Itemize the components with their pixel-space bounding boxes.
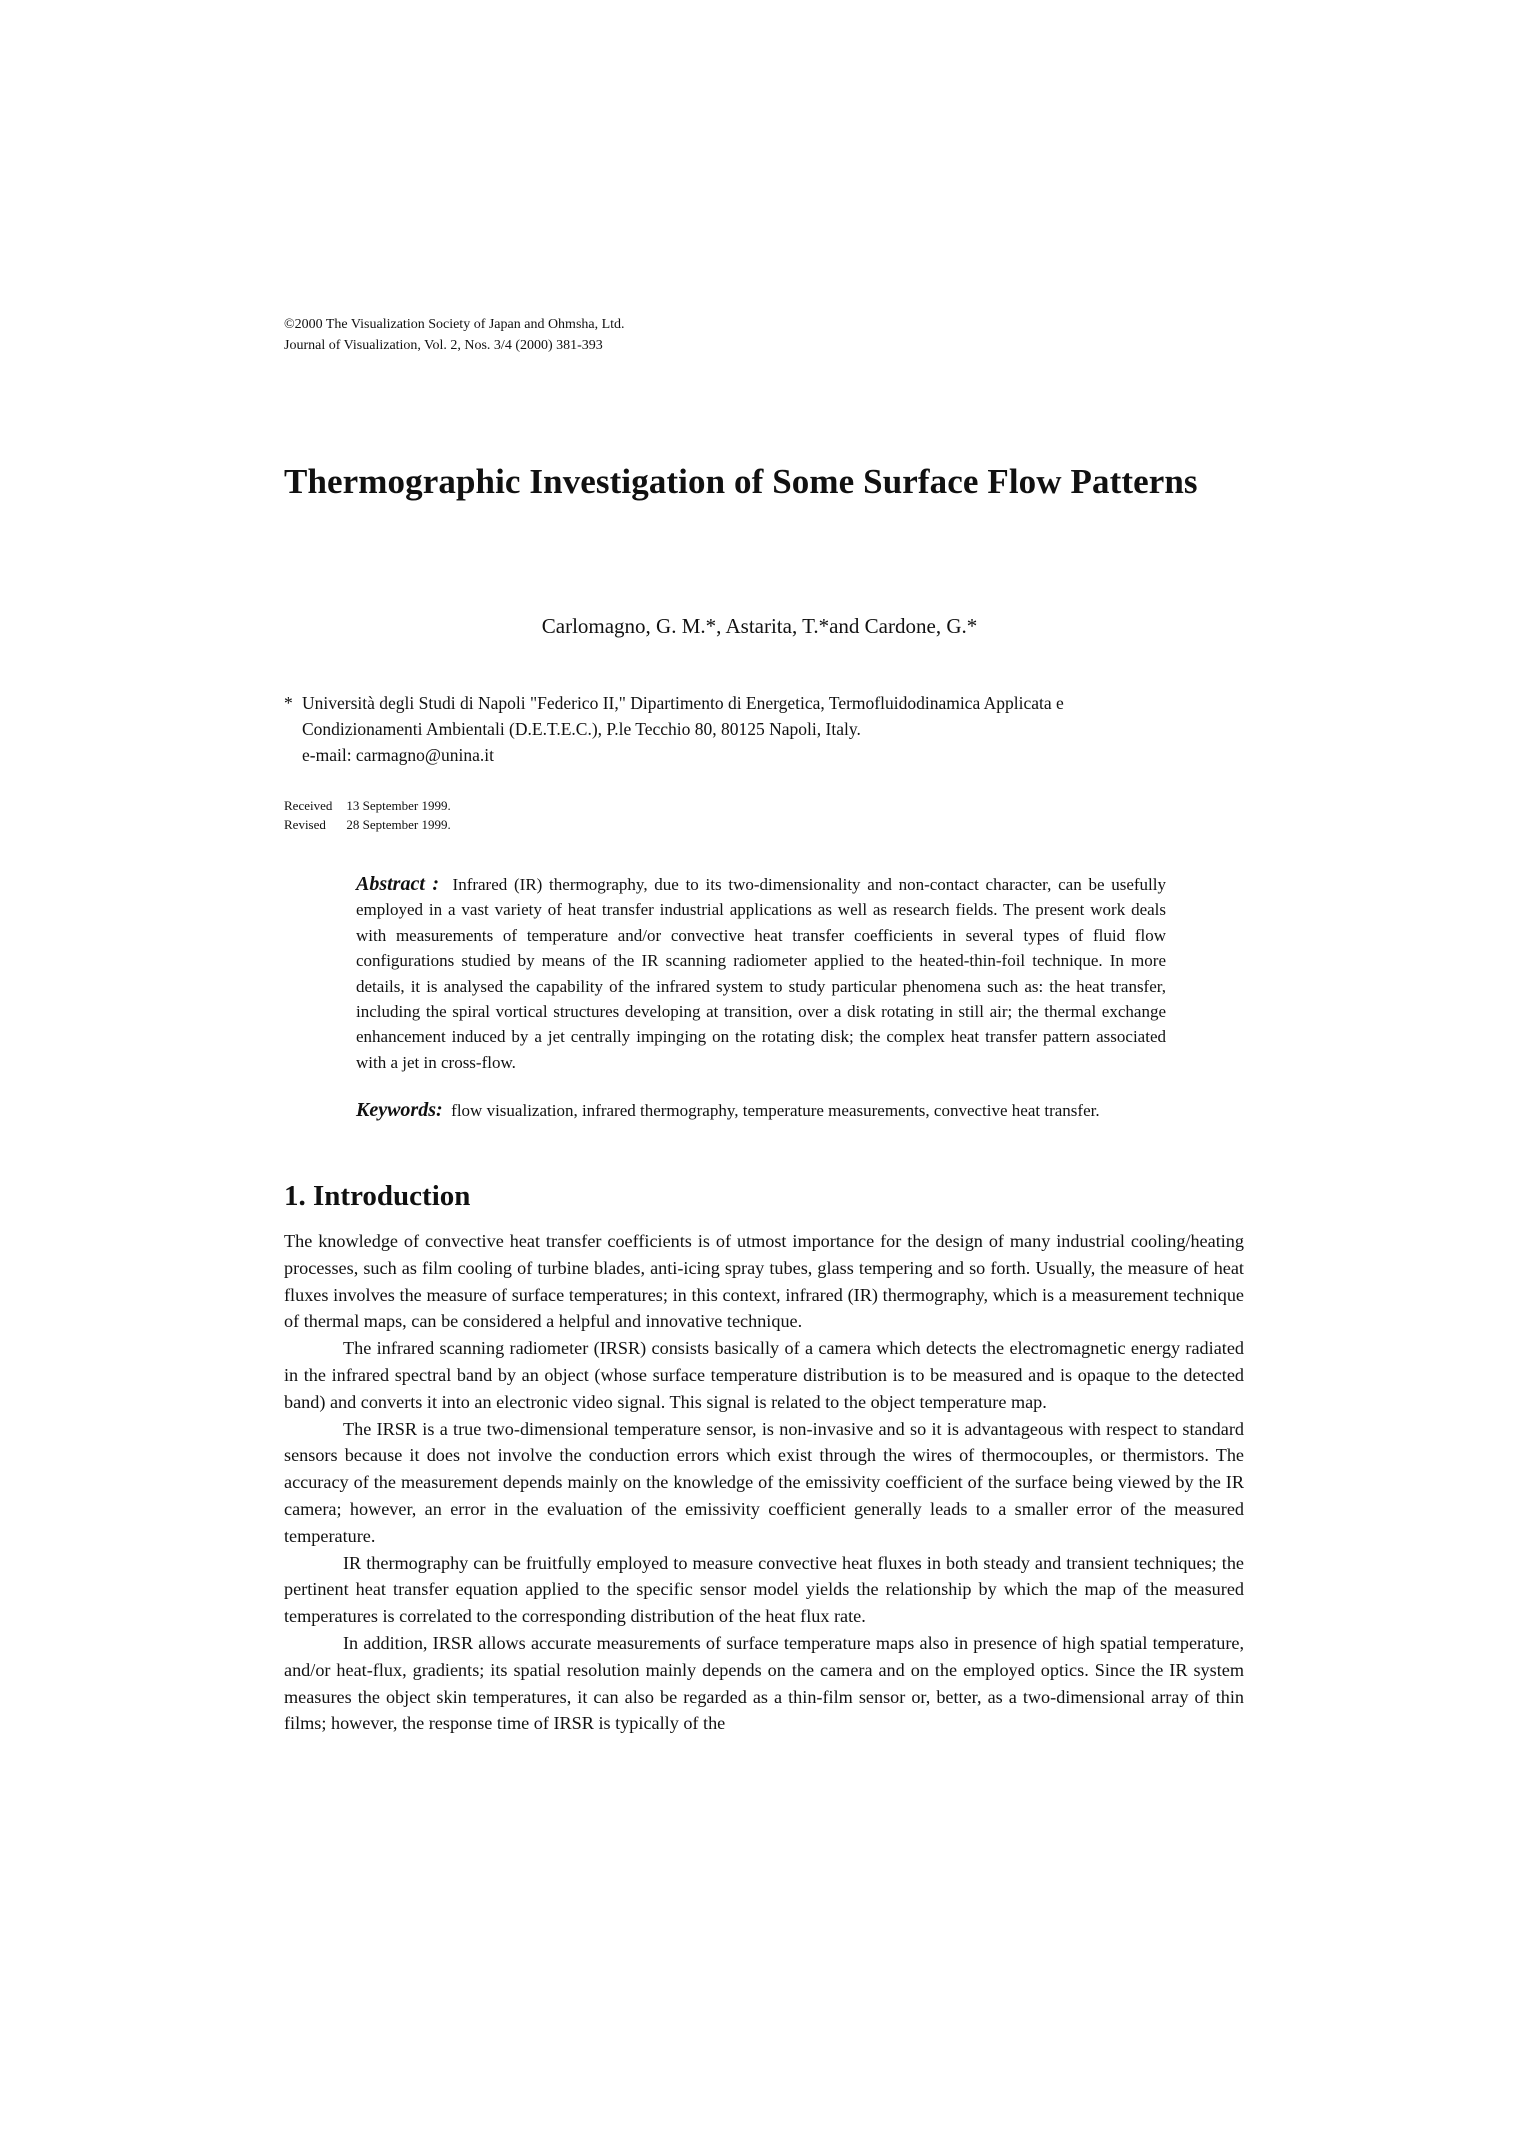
abstract — [356, 872, 1166, 1075]
keywords-heading: Keywords: — [356, 1099, 443, 1121]
authors-line: Carlomagno, G. M.*, Astarita, T.*and Cardone, G.* — [541, 614, 978, 638]
affiliation-email: e-mail: carmagno@unina.it — [302, 745, 495, 765]
section-heading-introduction: 1. Introduction — [284, 1180, 471, 1212]
body-paragraph: The knowledge of convective heat transfer coefficients is of utmost importance for the design of many industrial cooling/heating processes, such as film cooling of turbine blades, anti-icing spray tubes, glass tempering and so forth. Usually, the measure of heat fluxes involves the measure of surface temperatures; in this context, infrared (IR) thermography, which is a measurement technique of thermal maps, can be considered a helpful and innovative technique. — [284, 1231, 1244, 1332]
affiliation-line-1: Università degli Studi di Napoli "Federico II," Dipartimento di Energetica, Termofluidodinamica Applicata e — [302, 693, 1064, 713]
abstract-heading: Abstract : — [356, 873, 440, 895]
revised-label: Revised — [284, 817, 326, 832]
body-paragraph: The IRSR is a true two-dimensional temperature sensor, is non-invasive and so it is advantageous with respect to standard sensors because it does not involve the conduction errors which exist through the wires of thermocouples, or thermistors. The accuracy of the measurement depends mainly on the knowledge of the emissivity coefficient of the surface being viewed by the IR camera; however, an error in the evaluation of the emissivity coefficient generally leads to a smaller error of the measured temperature. — [284, 1418, 1244, 1546]
submission-dates — [284, 796, 465, 834]
affiliation — [284, 690, 1244, 768]
body-paragraph: In addition, IRSR allows accurate measurements of surface temperature maps also in presence of high spatial temperature, and/or heat-flux, gradients; its spatial resolution mainly depends on the camera and on the employed optics. Since the IR system measures the object skin temperatures, it can also be regarded as a thin-film sensor or, better, as a two-dimensional array of thin films; however, the response time of IRSR is typically of the — [284, 1632, 1244, 1734]
revised-date: 28 September 1999. — [346, 817, 451, 832]
keywords-text: flow visualization, infrared thermography, temperature measurements, convective heat transfer. — [451, 1101, 1100, 1120]
body-paragraph: IR thermography can be fruitfully employed to measure convective heat fluxes in both steady and transient techniques; the pertinent heat transfer equation applied to the specific sensor model yields the relationship by which the map of the measured temperatures is correlated to the corresponding distribution of the heat flux rate. — [284, 1552, 1244, 1627]
journal-citation: Journal of Visualization, Vol. 2, Nos. 3/4 (2000) 381-393 — [284, 338, 603, 353]
keywords — [356, 1098, 1166, 1123]
affiliation-line-2: Condizionamenti Ambientali (D.E.T.E.C.), P.le Tecchio 80, 80125 Napoli, Italy. — [302, 719, 861, 739]
journal-header — [284, 314, 625, 356]
affiliation-mark: * — [284, 693, 293, 713]
abstract-text: Infrared (IR) thermography, due to its two-dimensionality and non-contact character, can be usefully employed in a vast variety of heat transfer industrial applications as well as research fields. The present work deals with measurements of temperature and/or convective heat transfer coefficients in several types of fluid flow configurations studied by means of the IR scanning radiometer applied to the heated-thin-foil technique. In more details, it is analysed the capability of the infrared system to study particular phenomena such as: the heat transfer, including the spiral vortical structures developing at transition, over a disk rotating in still air; the thermal exchange enhancement induced by a jet centrally impinging on the rotating disk; the complex heat transfer pattern associated with a jet in cross-flow. — [356, 875, 1167, 1072]
body-paragraph: The infrared scanning radiometer (IRSR) consists basically of a camera which detects the electromagnetic energy radiated in the infrared spectral band by an object (whose surface temperature distribution is to be measured and is opaque to the detected band) and converts it into an electronic video signal. This signal is related to the object temperature map. — [284, 1338, 1244, 1412]
received-date: 13 September 1999. — [346, 798, 451, 813]
copyright-line: ©2000 The Visualization Society of Japan and Ohmsha, Ltd. — [284, 317, 625, 332]
received-label: Received — [284, 798, 333, 813]
paper-title: Thermographic Investigation of Some Surface Flow Patterns — [284, 462, 1198, 501]
introduction-body — [284, 1228, 1244, 1737]
